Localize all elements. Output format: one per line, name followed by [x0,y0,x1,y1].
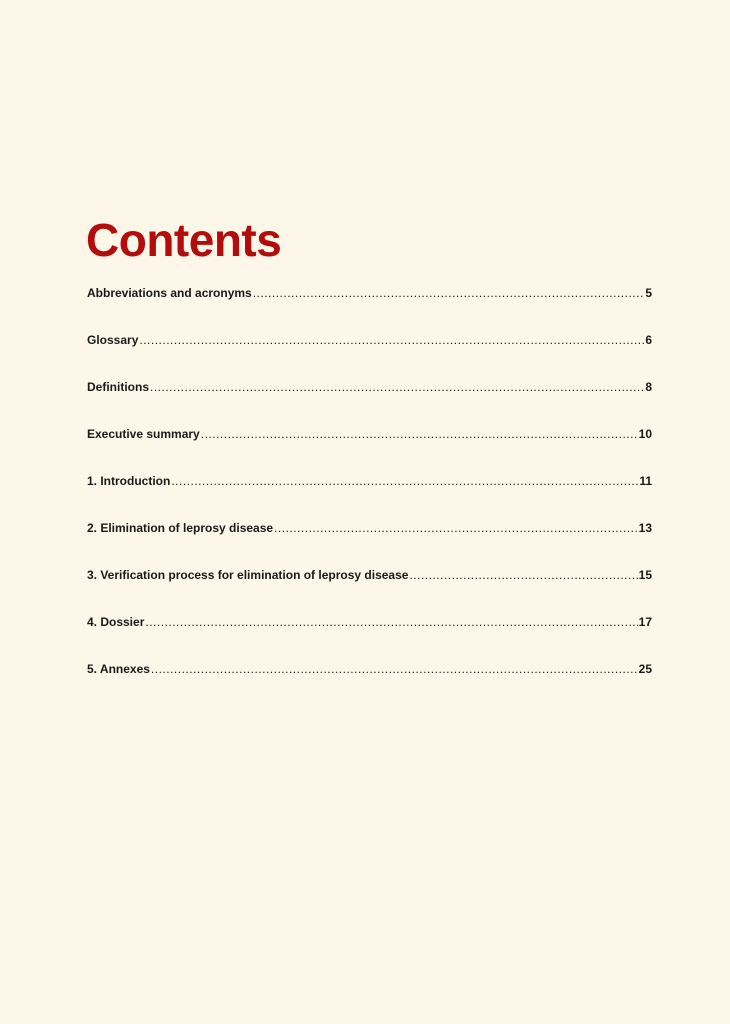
dot-leader [145,613,637,631]
toc-entry-page: 10 [638,427,652,441]
page-title: Contents [86,214,282,266]
dot-leader [201,425,638,443]
dot-leader [151,660,638,678]
toc-entry-definitions[interactable] [87,378,652,396]
dot-leader [409,566,637,584]
toc-entry-abbreviations[interactable] [87,284,652,302]
toc-entry-label: 4. Dossier [87,615,145,629]
toc-entry-label: 5. Annexes [87,662,150,676]
toc-entry-label: Abbreviations and acronyms [87,286,252,300]
toc-entry-page: 8 [645,380,652,394]
toc-entry-label: 1. Introduction [87,474,171,488]
toc-entry-label: 3. Verification process for elimination of leprosy disease [87,568,409,582]
toc-entry-executive-summary[interactable] [87,425,652,443]
toc-entry-label: 2. Elimination of leprosy disease [87,521,274,535]
toc-entry-page: 6 [645,333,652,347]
toc-entry-page: 5 [645,286,652,300]
toc-entry-page: 25 [638,662,652,676]
table-of-contents [87,284,652,707]
toc-entry-glossary[interactable] [87,331,652,349]
toc-entry-annexes[interactable] [87,660,652,678]
toc-entry-label: Glossary [87,333,139,347]
dot-leader [139,331,644,349]
toc-entry-introduction[interactable] [87,472,652,490]
toc-entry-page: 11 [639,474,652,488]
toc-entry-page: 13 [638,521,652,535]
toc-entry-label: Executive summary [87,427,200,441]
toc-entry-page: 17 [638,615,652,629]
dot-leader [171,472,638,490]
dot-leader [274,519,638,537]
toc-entry-label: Definitions [87,380,149,394]
toc-entry-verification-process[interactable] [87,566,652,584]
toc-entry-page: 15 [638,568,652,582]
dot-leader [253,284,645,302]
dot-leader [150,378,644,396]
toc-entry-dossier[interactable] [87,613,652,631]
toc-entry-elimination[interactable] [87,519,652,537]
